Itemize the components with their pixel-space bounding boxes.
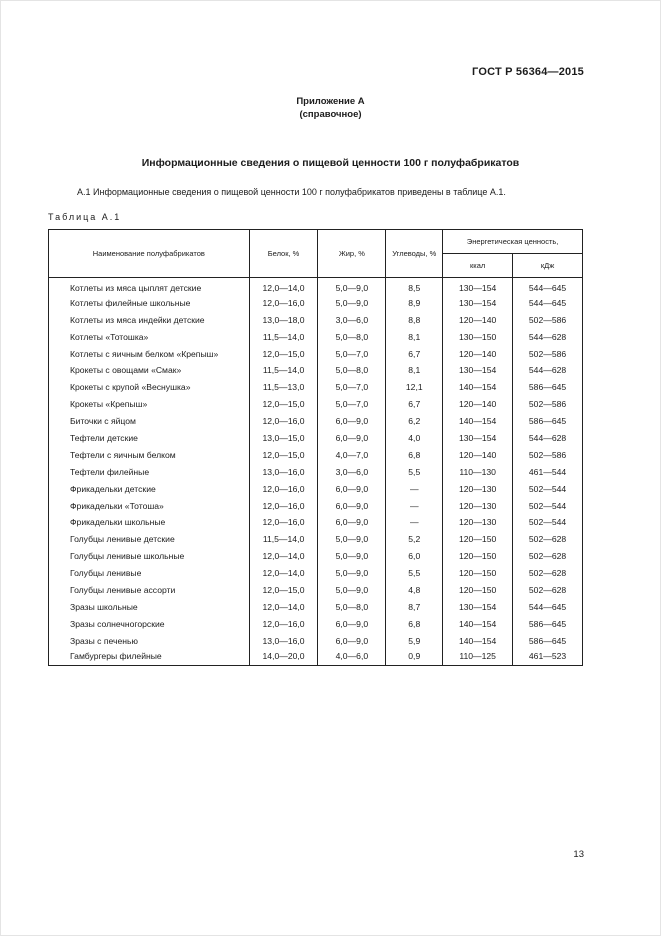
- cell-protein: 11,5—14,0: [249, 328, 318, 345]
- cell-protein: 12,0—16,0: [249, 480, 318, 497]
- cell-kj: 586—645: [513, 379, 583, 396]
- cell-name: Котлеты с яичным белком «Крепыш»: [49, 345, 250, 362]
- intro-paragraph: А.1 Информационные сведения о пищевой ценности 100 г полуфабрикатов приведены в таблице А.1.: [77, 187, 506, 197]
- cell-kcal: 120—140: [443, 446, 513, 463]
- cell-carbs: 6,7: [386, 345, 443, 362]
- table-row: [49, 278, 583, 295]
- table-row: [49, 548, 583, 565]
- header-protein: Белок, %: [249, 230, 318, 278]
- cell-carbs: 8,1: [386, 362, 443, 379]
- cell-protein: 12,0—15,0: [249, 345, 318, 362]
- header-name: Наименование полуфабрикатов: [49, 230, 250, 278]
- cell-fat: 4,0—7,0: [318, 446, 386, 463]
- cell-protein: 12,0—15,0: [249, 582, 318, 599]
- cell-carbs: 6,0: [386, 548, 443, 565]
- annex-title: Приложение А: [296, 96, 365, 107]
- cell-protein: 13,0—16,0: [249, 463, 318, 480]
- cell-fat: 5,0—9,0: [318, 565, 386, 582]
- header-carbs: Углеводы, %: [386, 230, 443, 278]
- cell-kj: 502—628: [513, 548, 583, 565]
- cell-kj: 544—645: [513, 278, 583, 295]
- cell-kj: 502—544: [513, 480, 583, 497]
- table-row: [49, 379, 583, 396]
- cell-name: Котлеты «Тотошка»: [49, 328, 250, 345]
- cell-kj: 544—645: [513, 294, 583, 311]
- table-row: [49, 649, 583, 666]
- cell-protein: 12,0—16,0: [249, 413, 318, 430]
- cell-fat: 6,0—9,0: [318, 430, 386, 447]
- cell-kj: 586—645: [513, 615, 583, 632]
- header-kj: кДж: [513, 254, 583, 278]
- header-energy: Энергетическая ценность,: [443, 230, 583, 254]
- cell-name: Фрикадельки «Тотоша»: [49, 497, 250, 514]
- cell-fat: 5,0—7,0: [318, 396, 386, 413]
- cell-carbs: 8,8: [386, 311, 443, 328]
- cell-name: Тефтели филейные: [49, 463, 250, 480]
- table-row: [49, 514, 583, 531]
- cell-name: Голубцы ленивые детские: [49, 531, 250, 548]
- cell-fat: 5,0—8,0: [318, 328, 386, 345]
- nutrition-table: [48, 229, 583, 666]
- annex-subtitle: (справочное): [299, 109, 362, 120]
- section-heading: Информационные сведения о пищевой ценности 100 г полуфабрикатов: [141, 157, 520, 169]
- cell-fat: 5,0—9,0: [318, 582, 386, 599]
- cell-protein: 14,0—20,0: [249, 649, 318, 666]
- cell-kcal: 120—130: [443, 514, 513, 531]
- cell-protein: 12,0—15,0: [249, 446, 318, 463]
- cell-kj: 544—628: [513, 430, 583, 447]
- cell-protein: 12,0—16,0: [249, 615, 318, 632]
- cell-kj: 586—645: [513, 413, 583, 430]
- cell-carbs: 6,2: [386, 413, 443, 430]
- cell-kj: 502—586: [513, 446, 583, 463]
- cell-carbs: 8,7: [386, 598, 443, 615]
- cell-fat: 3,0—6,0: [318, 463, 386, 480]
- cell-kcal: 140—154: [443, 632, 513, 649]
- table-row: [49, 582, 583, 599]
- cell-protein: 12,0—14,0: [249, 598, 318, 615]
- cell-name: Голубцы ленивые ассорти: [49, 582, 250, 599]
- table-body: [49, 278, 583, 666]
- cell-carbs: 5,5: [386, 565, 443, 582]
- cell-carbs: 8,1: [386, 328, 443, 345]
- cell-fat: 5,0—8,0: [318, 362, 386, 379]
- cell-protein: 12,0—16,0: [249, 514, 318, 531]
- cell-name: Котлеты из мяса цыплят детские: [49, 278, 250, 295]
- cell-kj: 461—544: [513, 463, 583, 480]
- cell-fat: 5,0—9,0: [318, 548, 386, 565]
- cell-kcal: 140—154: [443, 413, 513, 430]
- cell-kj: 544—645: [513, 598, 583, 615]
- cell-protein: 13,0—18,0: [249, 311, 318, 328]
- cell-protein: 12,0—16,0: [249, 294, 318, 311]
- cell-kcal: 130—154: [443, 362, 513, 379]
- cell-kj: 544—628: [513, 362, 583, 379]
- cell-name: Тефтели с яичным белком: [49, 446, 250, 463]
- cell-name: Тефтели детские: [49, 430, 250, 447]
- table-row: [49, 632, 583, 649]
- cell-carbs: 6,8: [386, 446, 443, 463]
- cell-fat: 5,0—9,0: [318, 531, 386, 548]
- table-row: [49, 565, 583, 582]
- cell-name: Зразы с печенью: [49, 632, 250, 649]
- table-row: [49, 615, 583, 632]
- cell-carbs: 8,5: [386, 278, 443, 295]
- cell-name: Крокеты «Крепыш»: [49, 396, 250, 413]
- cell-fat: 5,0—7,0: [318, 345, 386, 362]
- cell-name: Крокеты с крупой «Веснушка»: [49, 379, 250, 396]
- cell-fat: 5,0—9,0: [318, 294, 386, 311]
- cell-carbs: —: [386, 497, 443, 514]
- cell-kj: 586—645: [513, 632, 583, 649]
- cell-name: Голубцы ленивые: [49, 565, 250, 582]
- cell-carbs: —: [386, 480, 443, 497]
- cell-kcal: 110—130: [443, 463, 513, 480]
- cell-name: Зразы школьные: [49, 598, 250, 615]
- cell-protein: 11,5—14,0: [249, 531, 318, 548]
- cell-protein: 11,5—13,0: [249, 379, 318, 396]
- table-row: [49, 294, 583, 311]
- document-code: ГОСТ Р 56364—2015: [472, 66, 584, 78]
- cell-kcal: 130—150: [443, 328, 513, 345]
- cell-protein: 13,0—15,0: [249, 430, 318, 447]
- cell-kcal: 130—154: [443, 430, 513, 447]
- cell-fat: 5,0—8,0: [318, 598, 386, 615]
- cell-carbs: 4,0: [386, 430, 443, 447]
- cell-fat: 5,0—7,0: [318, 379, 386, 396]
- cell-kcal: 140—154: [443, 615, 513, 632]
- cell-fat: 6,0—9,0: [318, 497, 386, 514]
- cell-name: Зразы солнечногорские: [49, 615, 250, 632]
- table-row: [49, 345, 583, 362]
- cell-fat: 6,0—9,0: [318, 514, 386, 531]
- cell-fat: 6,0—9,0: [318, 480, 386, 497]
- table-row: [49, 463, 583, 480]
- table-caption: Таблица А.1: [48, 212, 122, 222]
- cell-kcal: 130—154: [443, 598, 513, 615]
- cell-kj: 502—628: [513, 531, 583, 548]
- cell-kcal: 130—154: [443, 294, 513, 311]
- cell-carbs: 8,9: [386, 294, 443, 311]
- cell-name: Крокеты с овощами «Смак»: [49, 362, 250, 379]
- cell-kcal: 120—140: [443, 396, 513, 413]
- cell-carbs: 5,5: [386, 463, 443, 480]
- cell-kj: 502—586: [513, 311, 583, 328]
- cell-protein: 12,0—14,0: [249, 548, 318, 565]
- cell-kcal: 120—150: [443, 531, 513, 548]
- cell-kj: 502—586: [513, 396, 583, 413]
- cell-fat: 5,0—9,0: [318, 278, 386, 295]
- cell-kcal: 120—140: [443, 345, 513, 362]
- cell-kcal: 120—140: [443, 311, 513, 328]
- table-row: [49, 497, 583, 514]
- cell-kcal: 120—150: [443, 582, 513, 599]
- cell-protein: 12,0—15,0: [249, 396, 318, 413]
- cell-name: Котлеты из мяса индейки детские: [49, 311, 250, 328]
- cell-name: Гамбургеры филейные: [49, 649, 250, 666]
- header-fat: Жир, %: [318, 230, 386, 278]
- cell-carbs: 0,9: [386, 649, 443, 666]
- annex-header: [0, 95, 661, 121]
- table-row: [49, 446, 583, 463]
- table-row: [49, 430, 583, 447]
- table-row: [49, 396, 583, 413]
- cell-carbs: 12,1: [386, 379, 443, 396]
- cell-kj: 502—544: [513, 514, 583, 531]
- cell-carbs: —: [386, 514, 443, 531]
- cell-protein: 11,5—14,0: [249, 362, 318, 379]
- cell-kcal: 120—130: [443, 480, 513, 497]
- cell-protein: 12,0—14,0: [249, 278, 318, 295]
- cell-carbs: 5,9: [386, 632, 443, 649]
- cell-fat: 3,0—6,0: [318, 311, 386, 328]
- cell-kj: 502—628: [513, 582, 583, 599]
- header-kcal: ккал: [443, 254, 513, 278]
- cell-kcal: 110—125: [443, 649, 513, 666]
- cell-protein: 13,0—16,0: [249, 632, 318, 649]
- table-row: [49, 480, 583, 497]
- cell-carbs: 5,2: [386, 531, 443, 548]
- cell-fat: 6,0—9,0: [318, 413, 386, 430]
- cell-name: Фрикадельки детские: [49, 480, 250, 497]
- cell-kcal: 120—150: [443, 565, 513, 582]
- cell-carbs: 4,8: [386, 582, 443, 599]
- cell-kj: 502—628: [513, 565, 583, 582]
- cell-protein: 12,0—16,0: [249, 497, 318, 514]
- cell-fat: 4,0—6,0: [318, 649, 386, 666]
- table-row: [49, 413, 583, 430]
- cell-kj: 502—544: [513, 497, 583, 514]
- cell-fat: 6,0—9,0: [318, 632, 386, 649]
- cell-kcal: 130—154: [443, 278, 513, 295]
- cell-name: Биточки с яйцом: [49, 413, 250, 430]
- table-row: [49, 362, 583, 379]
- table-row: [49, 328, 583, 345]
- cell-kj: 461—523: [513, 649, 583, 666]
- table-row: [49, 598, 583, 615]
- cell-kcal: 120—150: [443, 548, 513, 565]
- cell-protein: 12,0—14,0: [249, 565, 318, 582]
- cell-kcal: 140—154: [443, 379, 513, 396]
- page-number: 13: [573, 849, 584, 860]
- cell-name: Котлеты филейные школьные: [49, 294, 250, 311]
- cell-name: Голубцы ленивые школьные: [49, 548, 250, 565]
- cell-fat: 6,0—9,0: [318, 615, 386, 632]
- cell-kcal: 120—130: [443, 497, 513, 514]
- cell-carbs: 6,7: [386, 396, 443, 413]
- table-row: [49, 531, 583, 548]
- table-row: [49, 311, 583, 328]
- cell-carbs: 6,8: [386, 615, 443, 632]
- cell-kj: 502—586: [513, 345, 583, 362]
- cell-kj: 544—628: [513, 328, 583, 345]
- cell-name: Фрикадельки школьные: [49, 514, 250, 531]
